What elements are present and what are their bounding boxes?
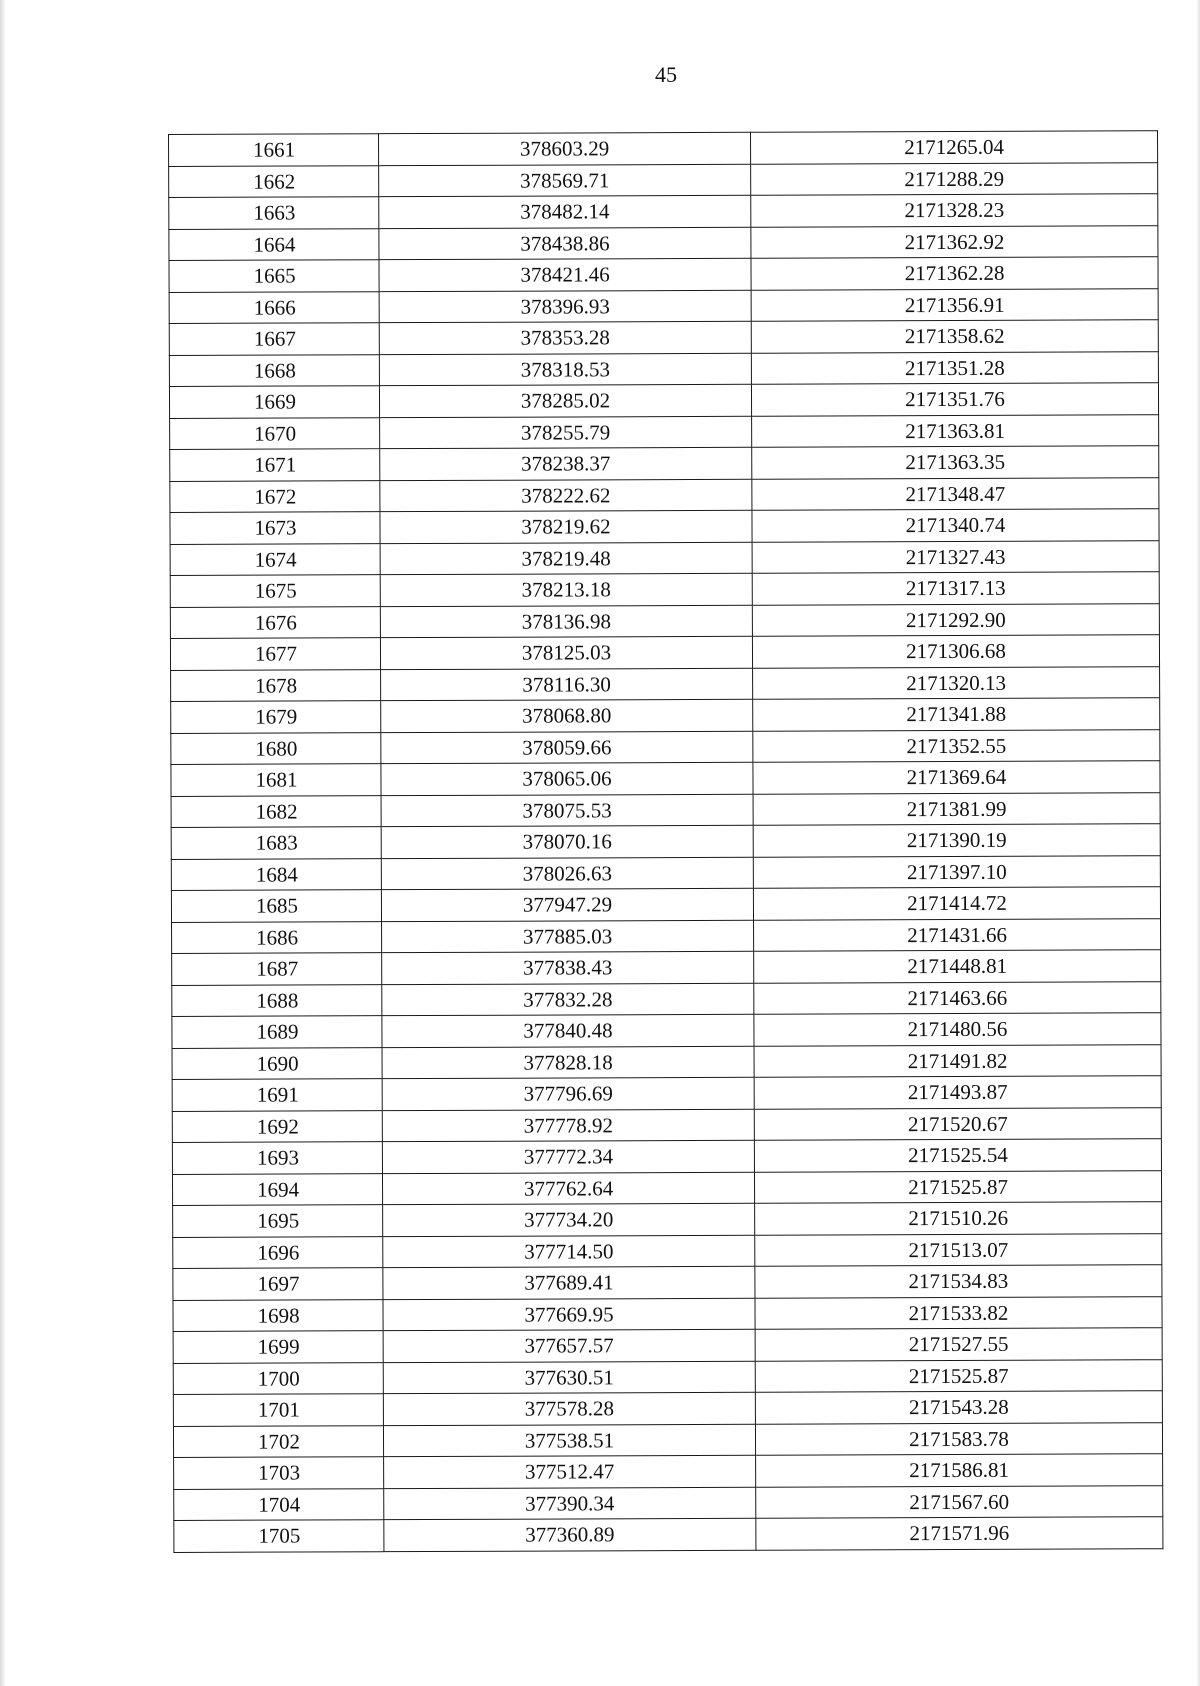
x-coordinate-cell: 377360.89 [384,1518,756,1551]
x-coordinate-cell: 378396.93 [379,290,751,323]
y-coordinate-cell: 2171320.13 [753,666,1160,699]
x-coordinate-cell: 378421.46 [379,258,751,291]
y-coordinate-cell: 2171491.82 [754,1044,1161,1077]
table-row [174,1517,1163,1552]
table-row [173,1359,1162,1394]
table-row [171,887,1160,922]
point-number-cell: 1670 [170,417,380,449]
x-coordinate-cell: 378353.28 [379,321,751,354]
table-row [172,981,1161,1016]
table-row [169,320,1158,355]
x-coordinate-cell: 378125.03 [380,636,752,669]
point-number-cell: 1681 [171,764,381,796]
point-number-cell: 1667 [169,323,379,355]
y-coordinate-cell: 2171390.19 [753,824,1160,857]
table-row [170,540,1159,575]
x-coordinate-cell: 378213.18 [380,573,752,606]
point-number-cell: 1686 [172,921,382,953]
y-coordinate-cell: 2171363.81 [752,414,1159,447]
y-coordinate-cell: 2171363.35 [752,446,1159,479]
table-row [173,1265,1162,1300]
y-coordinate-cell: 2171352.55 [753,729,1160,762]
x-coordinate-cell: 377512.47 [384,1455,756,1488]
point-number-cell: 1677 [170,638,380,670]
table-row [174,1454,1163,1489]
point-number-cell: 1673 [170,512,380,544]
point-number-cell: 1690 [172,1047,382,1079]
table-row [171,729,1160,764]
table-row [172,1107,1161,1142]
point-number-cell: 1697 [173,1268,383,1300]
y-coordinate-cell: 2171533.82 [755,1296,1162,1329]
y-coordinate-cell: 2171527.55 [755,1328,1162,1361]
x-coordinate-cell: 377657.57 [383,1329,755,1362]
point-number-cell: 1674 [170,543,380,575]
table-row [171,666,1160,701]
table-row [172,1139,1161,1174]
x-coordinate-cell: 378026.63 [381,857,753,890]
y-coordinate-cell: 2171510.26 [755,1202,1162,1235]
y-coordinate-cell: 2171525.54 [754,1139,1161,1172]
table-row [169,383,1158,418]
point-number-cell: 1704 [174,1488,384,1520]
table-row [170,414,1159,449]
y-coordinate-cell: 2171493.87 [754,1076,1161,1109]
y-coordinate-cell: 2171288.29 [751,162,1158,195]
x-coordinate-cell: 377828.18 [382,1046,754,1079]
table-row [172,918,1161,953]
table-row [173,1391,1162,1426]
point-number-cell: 1675 [170,575,380,607]
x-coordinate-cell: 378222.62 [380,479,752,512]
point-number-cell: 1698 [173,1299,383,1331]
point-number-cell: 1680 [171,732,381,764]
scan-edge-right [1196,0,1200,1686]
point-number-cell: 1687 [172,953,382,985]
point-number-cell: 1683 [171,827,381,859]
table-row [169,225,1158,260]
point-number-cell: 1668 [169,354,379,386]
point-number-cell: 1701 [173,1394,383,1426]
table-row [172,1076,1161,1111]
table-row [171,855,1160,890]
x-coordinate-cell: 377734.20 [383,1203,755,1236]
table-row [170,635,1159,670]
y-coordinate-cell: 2171351.28 [751,351,1158,384]
table-row [169,288,1158,323]
x-coordinate-cell: 378219.48 [380,542,752,575]
table-row [169,131,1158,166]
coordinates-table [168,130,1163,1552]
point-number-cell: 1695 [173,1205,383,1237]
x-coordinate-cell: 377832.28 [382,983,754,1016]
table-row [169,162,1158,197]
x-coordinate-cell: 377838.43 [382,951,754,984]
y-coordinate-cell: 2171448.81 [754,950,1161,983]
x-coordinate-cell: 378068.80 [381,699,753,732]
table-row [170,477,1159,512]
table-row [171,761,1160,796]
y-coordinate-cell: 2171351.76 [751,383,1158,416]
x-coordinate-cell: 378285.02 [379,384,751,417]
point-number-cell: 1700 [173,1362,383,1394]
x-coordinate-cell: 378482.14 [379,195,751,228]
x-coordinate-cell: 378255.79 [380,416,752,449]
point-number-cell: 1689 [172,1016,382,1048]
y-coordinate-cell: 2171543.28 [755,1391,1162,1424]
table-row [173,1422,1162,1457]
point-number-cell: 1702 [173,1425,383,1457]
point-number-cell: 1693 [172,1142,382,1174]
table-row [170,603,1159,638]
x-coordinate-cell: 377630.51 [383,1361,755,1394]
y-coordinate-cell: 2171306.68 [752,635,1159,668]
point-number-cell: 1669 [169,386,379,418]
point-number-cell: 1699 [173,1331,383,1363]
point-number-cell: 1682 [171,795,381,827]
y-coordinate-cell: 2171265.04 [750,131,1157,164]
point-number-cell: 1665 [169,260,379,292]
table-row [170,572,1159,607]
x-coordinate-cell: 377578.28 [383,1392,755,1425]
table-row [169,351,1158,386]
point-number-cell: 1672 [170,480,380,512]
coordinates-table-body [169,131,1163,1552]
table-row [172,1044,1161,1079]
y-coordinate-cell: 2171328.23 [751,194,1158,227]
x-coordinate-cell: 377947.29 [381,888,753,921]
y-coordinate-cell: 2171534.83 [755,1265,1162,1298]
point-number-cell: 1678 [171,669,381,701]
table-row [169,257,1158,292]
y-coordinate-cell: 2171431.66 [754,918,1161,951]
table-row [171,824,1160,859]
x-coordinate-cell: 378438.86 [379,227,751,260]
y-coordinate-cell: 2171414.72 [753,887,1160,920]
point-number-cell: 1703 [174,1457,384,1489]
point-number-cell: 1661 [169,134,379,166]
x-coordinate-cell: 378569.71 [379,164,751,197]
table-row [172,1170,1161,1205]
y-coordinate-cell: 2171340.74 [752,509,1159,542]
point-number-cell: 1688 [172,984,382,1016]
point-number-cell: 1666 [169,291,379,323]
y-coordinate-cell: 2171463.66 [754,981,1161,1014]
x-coordinate-cell: 377840.48 [382,1014,754,1047]
point-number-cell: 1664 [169,228,379,260]
page-number: 45 [655,62,677,87]
x-coordinate-cell: 377772.34 [382,1140,754,1173]
y-coordinate-cell: 2171525.87 [755,1359,1162,1392]
point-number-cell: 1671 [170,449,380,481]
table-row [172,1013,1161,1048]
y-coordinate-cell: 2171362.28 [751,257,1158,290]
scan-edge-left [0,0,6,1686]
y-coordinate-cell: 2171327.43 [752,540,1159,573]
table-row [173,1233,1162,1268]
table-row [172,950,1161,985]
x-coordinate-cell: 377885.03 [382,920,754,953]
point-number-cell: 1663 [169,197,379,229]
x-coordinate-cell: 378075.53 [381,794,753,827]
y-coordinate-cell: 2171480.56 [754,1013,1161,1046]
point-number-cell: 1692 [172,1110,382,1142]
y-coordinate-cell: 2171513.07 [755,1233,1162,1266]
table-row [173,1202,1162,1237]
point-number-cell: 1685 [171,890,381,922]
table-row [170,446,1159,481]
x-coordinate-cell: 378116.30 [381,668,753,701]
x-coordinate-cell: 377669.95 [383,1298,755,1331]
point-number-cell: 1662 [169,165,379,197]
x-coordinate-cell: 378603.29 [379,132,751,165]
x-coordinate-cell: 378238.37 [380,447,752,480]
x-coordinate-cell: 377538.51 [383,1424,755,1457]
point-number-cell: 1679 [171,701,381,733]
y-coordinate-cell: 2171520.67 [754,1107,1161,1140]
y-coordinate-cell: 2171525.87 [754,1170,1161,1203]
point-number-cell: 1696 [173,1236,383,1268]
y-coordinate-cell: 2171362.92 [751,225,1158,258]
x-coordinate-cell: 377762.64 [382,1172,754,1205]
x-coordinate-cell: 378136.98 [380,605,752,638]
y-coordinate-cell: 2171571.96 [756,1517,1163,1550]
y-coordinate-cell: 2171583.78 [755,1422,1162,1455]
table-row [170,509,1159,544]
y-coordinate-cell: 2171369.64 [753,761,1160,794]
y-coordinate-cell: 2171341.88 [753,698,1160,731]
y-coordinate-cell: 2171586.81 [756,1454,1163,1487]
table-row [171,698,1160,733]
point-number-cell: 1694 [172,1173,382,1205]
x-coordinate-cell: 377714.50 [383,1235,755,1268]
point-number-cell: 1676 [170,606,380,638]
y-coordinate-cell: 2171397.10 [753,855,1160,888]
y-coordinate-cell: 2171292.90 [752,603,1159,636]
table-row [174,1485,1163,1520]
y-coordinate-cell: 2171358.62 [751,320,1158,353]
x-coordinate-cell: 377778.92 [382,1109,754,1142]
x-coordinate-cell: 378059.66 [381,731,753,764]
table-row [173,1328,1162,1363]
x-coordinate-cell: 377689.41 [383,1266,755,1299]
y-coordinate-cell: 2171317.13 [752,572,1159,605]
x-coordinate-cell: 378318.53 [379,353,751,386]
x-coordinate-cell: 378070.16 [381,825,753,858]
x-coordinate-cell: 377390.34 [384,1487,756,1520]
table-row [173,1296,1162,1331]
y-coordinate-cell: 2171567.60 [756,1485,1163,1518]
y-coordinate-cell: 2171381.99 [753,792,1160,825]
y-coordinate-cell: 2171356.91 [751,288,1158,321]
point-number-cell: 1691 [172,1079,382,1111]
table-row [171,792,1160,827]
x-coordinate-cell: 378065.06 [381,762,753,795]
point-number-cell: 1705 [174,1520,384,1552]
x-coordinate-cell: 377796.69 [382,1077,754,1110]
y-coordinate-cell: 2171348.47 [752,477,1159,510]
x-coordinate-cell: 378219.62 [380,510,752,543]
point-number-cell: 1684 [171,858,381,890]
table-row [169,194,1158,229]
